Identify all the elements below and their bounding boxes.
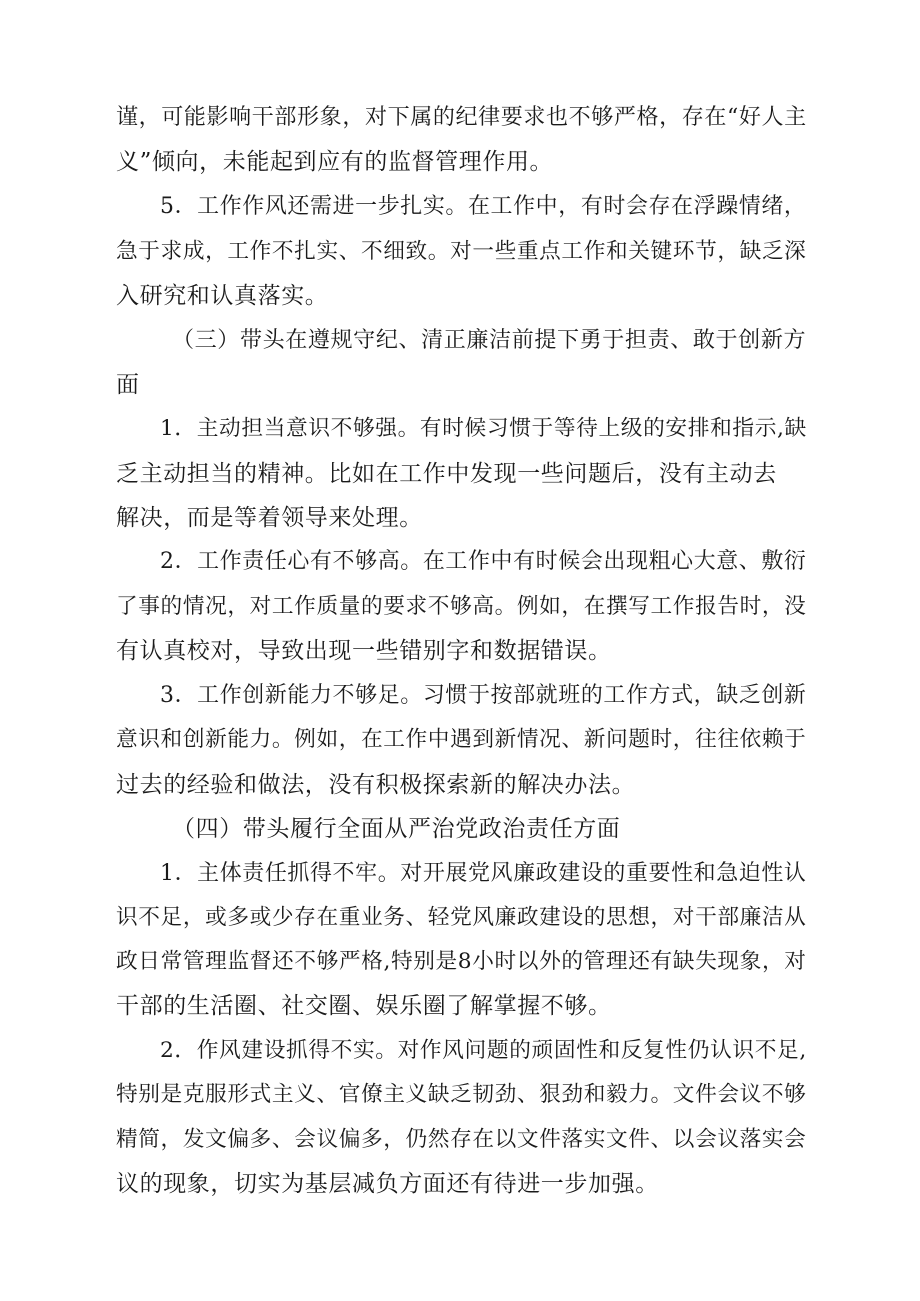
text-line: 识不足，或多或少存在重业务、轻党风廉政建设的思想，对干部廉洁从 [116, 905, 807, 930]
text-line: 急于求成，工作不扎实、不细致。对一些重点工作和关键环节，缺乏深 [116, 239, 807, 264]
text-line: 入研究和认真落实。 [116, 283, 329, 309]
text-line: 精简，发文偏多、会议偏多，仍然存在以文件落实文件、以会议落实会 [116, 1127, 807, 1152]
paragraph-4-1-start: 1．主体责任抓得不牢。对开展党风廉政建设的重要性和急迫性认 [160, 861, 807, 886]
text-line: 议的现象，切实为基层减负方面还有待进一步加强。 [116, 1171, 659, 1197]
text-line: 乏主动担当的精神。比如在工作中发现一些问题后，没有主动去 [116, 461, 777, 487]
text-line: 解决，而是等着领导来处理。 [116, 505, 423, 531]
text-line: 谨，可能影响干部形象，对下属的纪律要求也不够严格，存在“好人主 [116, 105, 807, 130]
text-line: 意识和创新能力。例如，在工作中遇到新情况、新问题时，往往依赖于 [116, 727, 807, 752]
text-line: 政日常管理监督还不够严格,特别是8小时以外的管理还有缺失现象，对 [116, 949, 807, 974]
section-heading-3-cont: 面 [116, 372, 140, 398]
section-heading-3: （三）带头在遵规守纪、清正廉洁前提下勇于担责、敢于创新方 [172, 328, 807, 353]
paragraph-3-3-start: 3．工作创新能力不够足。习惯于按部就班的工作方式，缺乏创新 [160, 683, 807, 708]
text-line: 有认真校对，导致出现一些错别字和数据错误。 [116, 638, 612, 664]
text-line: 了事的情况，对工作质量的要求不够高。例如，在撰写工作报告时，没 [116, 594, 807, 619]
paragraph-4-2-start: 2．作风建设抓得不实。对作风问题的顽固性和反复性仍认识不足, [160, 1038, 807, 1063]
text-line: 义”倾向，未能起到应有的监督管理作用。 [116, 149, 554, 175]
section-heading-4: （四）带头履行全面从严治党政治责任方面 [172, 816, 621, 842]
paragraph-3-1-start: 1．主动担当意识不够强。有时候习惯于等待上级的安排和指示,缺 [160, 416, 807, 441]
paragraph-3-2-start: 2．工作责任心有不够高。在工作中有时候会出现粗心大意、敷衍 [160, 549, 807, 574]
text-line: 特别是克服形式主义、官僚主义缺乏韧劲、狠劲和毅力。文件会议不够 [116, 1082, 807, 1107]
text-line: 过去的经验和做法，没有积极探索新的解决办法。 [116, 772, 636, 798]
paragraph-5-start: 5．工作作风还需进一步扎实。在工作中，有时会存在浮躁情绪， [160, 194, 807, 219]
text-line: 干部的生活圈、社交圈、娱乐圈了解掌握不够。 [116, 993, 612, 1019]
